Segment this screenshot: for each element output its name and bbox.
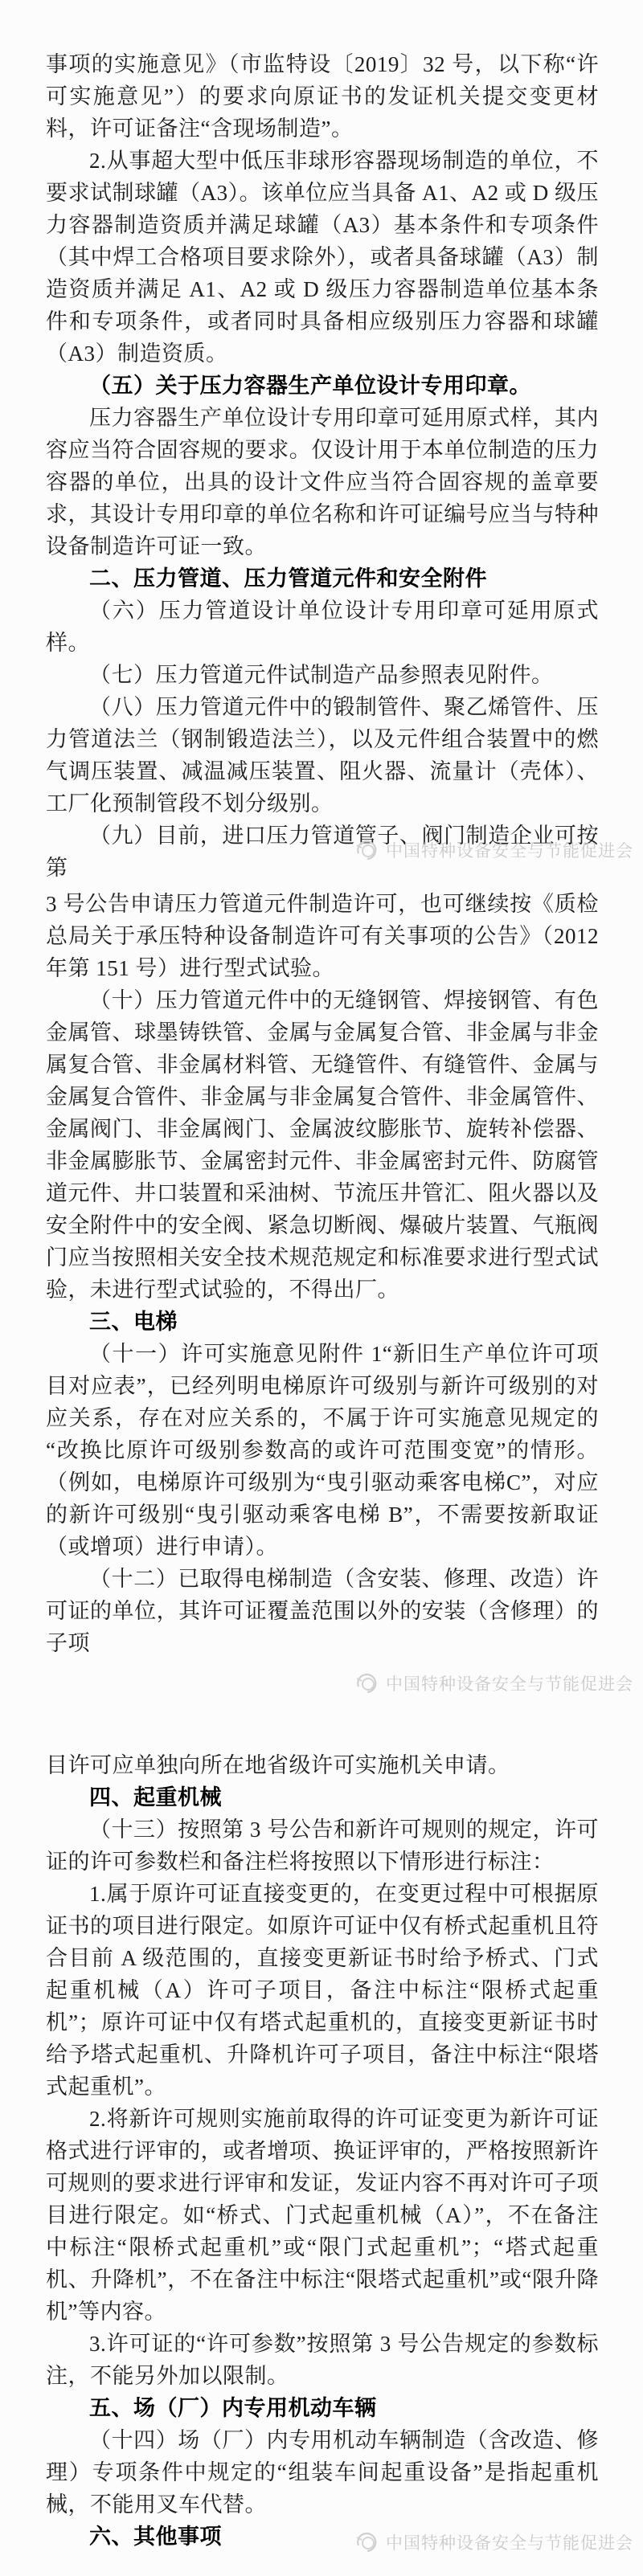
paragraph-item-7-trial-products-table: （七）压力管道元件试制造产品参照表见附件。 (89, 663, 554, 687)
paragraph-implementation-opinion-cont: 事项的实施意见》（市监特设〔2019〕32 号，以下称“许可实施意见”）的要求向原证书的发证机关提交变更材料，许可证备注“含现场制造”。 (46, 52, 599, 141)
watermark-text: 中国特种设备安全与节能促进会 (386, 842, 633, 861)
page-3 (46, 1749, 599, 2553)
paragraph-item-10-component-list: （十）压力管道元件中的无缝钢管、焊接钢管、有色金属管、球墨铸铁管、金属与金属复合管、非金属与非金属复合管、非金属材料管、无缝管件、有缝管件、金属与金属复合管件、非金属与非金属复合管件、非金属管件、金属阀门、非金属阀门、金属波纹膨胀节、旋转补偿器、非金属膨胀节、金属密封元件、非金属密封元件、防腐管道元件、井口装置和采油树、节流压井管汇、阻火器以及安全附件中的安全阀、紧急切断阀、爆破片装置、气瓶阀门应当按照相关安全技术规范规定和标准要求进行型式试验，未进行型式试验的，不得出厂。 (46, 988, 599, 1302)
paragraph-onsite-manufacture-units: 2.从事超大型中低压非球形容器现场制造的单位，不要求试制球罐（A3）。该单位应当具备 A1、A2 或 D 级压力容器制造资质并满足球罐（A3）基本条件和专项条件（其中焊工合格项目要求除外），或者具备球罐（A3）制造资质并满足 A1、A2 或 D 级压力容器制造单位基本条件和专项条件，或者同时具备相应级别压力容器和球罐（A3）制造资质。 (46, 149, 599, 366)
paragraph-item-12-elevator-license: （十二）已取得电梯制造（含安装、修理、改造）许可证的单位，其许可证覆盖范围以外的安装（含修理）的子项 (46, 1567, 599, 1655)
heading-section-2-pressure-piping: 二、压力管道、压力管道元件和安全附件 (89, 566, 487, 591)
paragraph-item-9-imported-pipes: （九）目前，进口压力管道管子、阀门制造企业可按第 (46, 824, 599, 880)
watermark (354, 2529, 633, 2555)
paragraph-item-6-piping-design-seal: （六）压力管道设计单位设计专用印章可延用原式样。 (46, 599, 599, 655)
page-2 (46, 888, 599, 1659)
watermark (354, 837, 633, 863)
association-logo-icon (354, 2529, 380, 2555)
paragraph-item-13-3-parameters: 3.许可证的“许可参数”按照第 3 号公告规定的参数标注，不能另外加以限制。 (46, 2332, 599, 2388)
paragraph-item-9-cont-type-test: 3 号公告申请压力管道元件制造许可，也可继续按《质检总局关于承压特种设备制造许可有关事项的公告》（2012 年第 151 号）进行型式试验。 (46, 892, 599, 980)
paragraph-item-13-1-direct-change: 1.属于原许可证直接变更的，在变更过程中可根据原证书的项目进行限定。如原许可证中仅有桥式起重机且符合目前 A 级范围的，直接变更新证书时给予桥式、门式起重机械（A）许可子项目，备注中标注“限桥式起重机”；原许可证中仅有塔式起重机的，直接变更新证书时给予塔式起重机、升降机许可子项目，备注中标注“限塔式起重机”。 (46, 1882, 599, 2099)
paragraph-item-11-elevator-mapping: （十一）许可实施意见附件 1“新旧生产单位许可项目对应表”，已经列明电梯原许可级别与新许可级别的对应关系，存在对应关系的，不属于许可实施意见规定的“改换比原许可级别参数高的或许可范围变宽”的情形。（例如，电梯原许可级别为“曳引驱动乘客电梯C”，对应的新许可级别“曳引驱动乘客电梯 B”，不需要按新取证（或增项）进行申请）。 (46, 1342, 599, 1559)
paragraph-item-13-2-review-rules: 2.将新许可规则实施前取得的许可证变更为新许可证格式进行评审的，或者增项、换证评审的，严格按照新许可规则的要求进行评审和发证，发证内容不再对许可子项目进行限定。如“桥式、门式起重机械（A）”，不在备注中标注“限桥式起重机”或“限门式起重机”；“塔式起重机、升降机”，不在备注中标注“限塔式起重机”或“限升降机”等内容。 (46, 2107, 599, 2324)
watermark-text: 中国特种设备安全与节能促进会 (386, 1675, 633, 1694)
heading-item-5-design-seal: （五）关于压力容器生产单位设计专用印章。 (89, 374, 531, 398)
heading-section-6-other-matters: 六、其他事项 (89, 2525, 222, 2549)
association-logo-icon (354, 1670, 380, 1696)
paragraph-item-14-assembly-crane: （十四）场（厂）内专用机动车辆制造（含改造、修理）专项条件中规定的“组装车间起重设备”是指起重机械，不能用叉车代替。 (46, 2428, 599, 2517)
paragraph-item-13-license-marking: （十三）按照第 3 号公告和新许可规则的规定，许可证的许可参数栏和备注栏将按照以下情形进行标注： (46, 1818, 599, 1874)
page-1 (46, 48, 599, 884)
association-logo-icon (354, 837, 380, 863)
paragraph-item-12-cont-apply: 目许可应单独向所在地省级许可实施机关申请。 (46, 1753, 510, 1777)
heading-section-4-cranes: 四、起重机械 (89, 1785, 222, 1809)
heading-section-3-elevators: 三、电梯 (89, 1310, 178, 1334)
paragraph-item-8-no-grade-components: （八）压力管道元件中的锻制管件、聚乙烯管件、压力管道法兰（钢制锻造法兰），以及元件组合装置中的燃气调压装置、减温减压装置、阻火器、流量计（壳体）、工厂化预制管段不划分级别。 (46, 695, 599, 816)
paragraph-design-seal-detail: 压力容器生产单位设计专用印章可延用原式样，其内容应当符合固容规的要求。仅设计用于本单位制造的压力容器的单位，出具的设计文件应当符合固容规的盖章要求，其设计专用印章的单位名称和许可证编号应当与特种设备制造许可证一致。 (46, 406, 599, 558)
heading-section-5-factory-vehicles: 五、场（厂）内专用机动车辆 (89, 2396, 377, 2420)
watermark (354, 1670, 633, 1696)
watermark-text: 中国特种设备安全与节能促进会 (386, 2534, 633, 2553)
